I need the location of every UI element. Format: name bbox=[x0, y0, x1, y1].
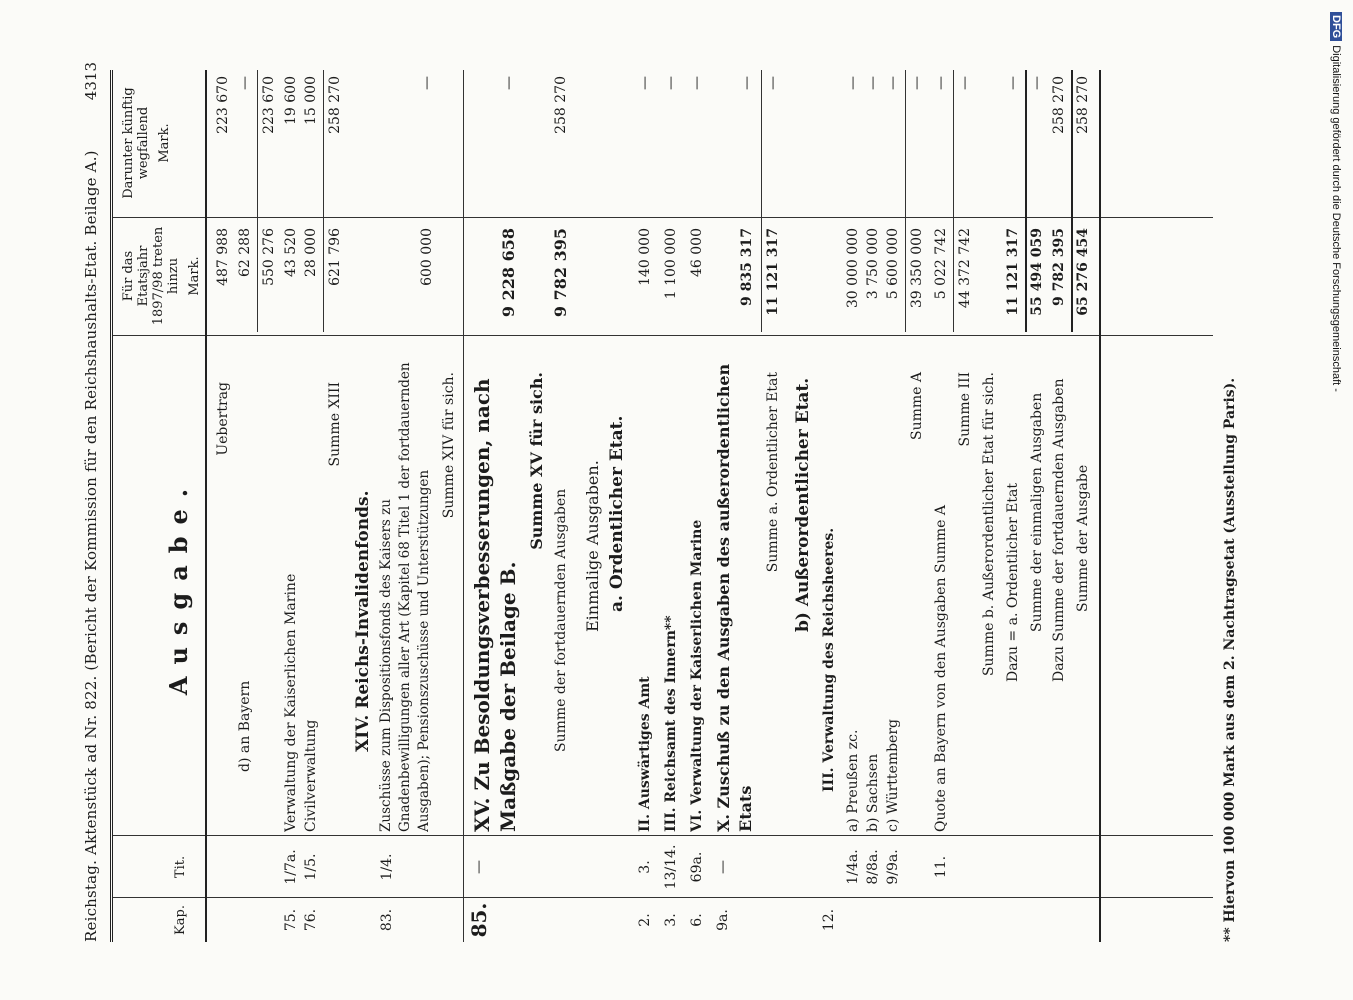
row-amount: 43 520 bbox=[283, 228, 299, 277]
row-desc: XV. Zu Besoldungsverbesserungen, nach Maßgabe der Beilage B. bbox=[470, 378, 520, 832]
table-row bbox=[1003, 70, 1023, 942]
row-desc: Zuschüsse zum Dispositionsfonds des Kaisers zu Gnadenbewilligungen aller Art (Kapitel 68 Titel 1 der fortdauernden Ausgaben); Pensionszuschüsse und Unterstützungen bbox=[378, 362, 432, 832]
table-bottom-rule bbox=[1099, 70, 1101, 942]
row-desc: b) Sachsen bbox=[865, 753, 881, 832]
row-desc: Uebertrag bbox=[215, 382, 231, 456]
row-tit: — bbox=[471, 860, 487, 874]
row-amount: 44 372 742 bbox=[957, 228, 973, 309]
row-amount: 30 000 000 bbox=[845, 228, 861, 309]
table-row bbox=[325, 70, 345, 942]
row-desc: c) Württemberg bbox=[885, 719, 901, 832]
section-heading: Einmalige Ausgaben. bbox=[583, 460, 602, 632]
row-amount: 65 276 454 bbox=[1075, 228, 1091, 316]
table-row bbox=[931, 70, 951, 942]
row-amount: 5 600 000 bbox=[885, 228, 901, 300]
row-desc: d) an Bayern bbox=[237, 680, 253, 772]
table-row bbox=[687, 70, 707, 942]
row-kap: 9a. bbox=[715, 909, 731, 931]
col-head-kap: Kap. bbox=[173, 905, 188, 935]
row-darunter: 258 270 bbox=[1075, 76, 1091, 134]
row-desc: Summe XIV für sich. bbox=[441, 372, 457, 519]
row-darunter: — bbox=[957, 76, 973, 90]
table-row bbox=[635, 70, 655, 942]
document-page bbox=[80, 62, 1250, 942]
dfg-logo: DFG bbox=[1330, 12, 1342, 41]
row-amount: 9 782 395 bbox=[1051, 228, 1067, 306]
row-darunter: — bbox=[1005, 76, 1021, 90]
row-amount: 5 022 742 bbox=[933, 228, 949, 300]
section-rule bbox=[463, 70, 464, 942]
page-number: 4313 bbox=[82, 62, 100, 101]
row-kap: 76. bbox=[303, 908, 319, 932]
row-amount: 9 835 317 bbox=[739, 228, 755, 306]
row-amount: 9 228 658 bbox=[499, 228, 518, 318]
row-tit: — bbox=[715, 860, 731, 874]
row-darunter: — bbox=[689, 76, 705, 90]
row-amount: 140 000 bbox=[637, 228, 653, 286]
row-desc: VI. Verwaltung der Kaiserlichen Marine bbox=[689, 519, 705, 832]
row-darunter: — bbox=[933, 76, 949, 90]
subtotal-rule bbox=[905, 70, 906, 332]
row-tit: 13/14. bbox=[663, 844, 679, 890]
row-amount: 11 121 317 bbox=[1005, 228, 1021, 316]
row-kap: 3. bbox=[663, 913, 679, 927]
header-title: Reichstag. Aktenstück ad Nr. 822. (Bericht der Kommission für den Reichshaushalts-Etat. Beilage A.) bbox=[82, 150, 100, 942]
subtotal-rule bbox=[761, 70, 762, 332]
row-darunter: — bbox=[637, 76, 653, 90]
row-darunter: — bbox=[909, 76, 925, 90]
page-header bbox=[80, 62, 104, 942]
table-row bbox=[469, 70, 525, 942]
table-row bbox=[1073, 70, 1093, 942]
table-row bbox=[883, 70, 903, 942]
table-row bbox=[661, 70, 681, 942]
row-darunter: — bbox=[501, 76, 517, 90]
row-kap: 12. bbox=[821, 908, 837, 932]
table-row bbox=[793, 70, 813, 942]
credit-text: Digitalisierung gefördert durch die Deutsche Forschungsgemeinschaft - bbox=[1330, 45, 1342, 392]
row-desc: Summe XV für sich. bbox=[527, 372, 546, 550]
row-darunter: 258 270 bbox=[1051, 76, 1067, 134]
row-amount: 55 494 059 bbox=[1029, 228, 1045, 316]
row-darunter: — bbox=[865, 76, 881, 90]
section-heading: b) Außerordentlicher Etat. bbox=[793, 377, 813, 632]
section-heading: a. Ordentlicher Etat. bbox=[607, 415, 627, 612]
row-kap: 2. bbox=[637, 913, 653, 927]
row-amount: 39 350 000 bbox=[909, 228, 925, 309]
row-kap: 75. bbox=[283, 908, 299, 932]
col-head-amount bbox=[121, 220, 202, 332]
table-row bbox=[763, 70, 783, 942]
row-tit: 3. bbox=[637, 860, 653, 874]
table-row bbox=[281, 70, 301, 942]
row-desc: Quote an Bayern von den Ausgaben Summe A bbox=[933, 505, 949, 832]
row-desc: Civilverwaltung bbox=[303, 719, 319, 832]
table-row bbox=[955, 70, 975, 942]
row-amount: 621 796 bbox=[327, 228, 343, 286]
digitization-credit bbox=[1330, 12, 1342, 392]
row-darunter: — bbox=[663, 76, 679, 90]
row-darunter: 223 670 bbox=[261, 76, 277, 134]
table-row bbox=[527, 70, 547, 942]
table-row bbox=[979, 70, 999, 942]
table-row bbox=[377, 70, 437, 942]
row-desc: Summe b. Außerordentlicher Etat für sich. bbox=[981, 372, 997, 677]
row-desc: II. Auswärtiges Amt bbox=[637, 676, 653, 832]
table-row bbox=[301, 70, 321, 942]
row-desc: Dazu Summe der fortdauernden Ausgaben bbox=[1051, 378, 1067, 682]
table-row bbox=[583, 70, 603, 942]
row-tit: 9/9a. bbox=[885, 849, 901, 885]
row-darunter: — bbox=[419, 76, 435, 90]
table-row bbox=[607, 70, 627, 942]
row-desc: III. Verwaltung des Reichsheeres. bbox=[821, 527, 837, 792]
table-row bbox=[1049, 70, 1069, 942]
row-darunter: — bbox=[1029, 76, 1045, 90]
col-head-amount-unit: Mark. bbox=[187, 256, 202, 296]
row-desc: Summe III bbox=[957, 372, 973, 447]
row-tit: 1/7a. bbox=[283, 849, 299, 885]
row-darunter: — bbox=[845, 76, 861, 90]
row-amount: 550 276 bbox=[261, 228, 277, 286]
row-amount: 487 988 bbox=[215, 228, 231, 286]
row-tit: 69a. bbox=[689, 851, 705, 883]
row-darunter: — bbox=[237, 76, 253, 90]
row-amount: 600 000 bbox=[419, 228, 435, 286]
col-head-darunter-text: Darunter künftig wegfallend bbox=[121, 87, 151, 199]
header-rule bbox=[205, 70, 207, 942]
row-tit: 8/8a. bbox=[865, 849, 881, 885]
row-desc: III. Reichsamt des Innern** bbox=[663, 615, 679, 832]
row-darunter: 258 270 bbox=[553, 76, 569, 134]
table-row bbox=[353, 70, 373, 942]
col-head-amount-text: Für das Etatsjahr 1897/98 treten hinzu bbox=[121, 226, 181, 326]
footnote: ** Hiervon 100 000 Mark aus dem 2. Nachtragsetat (Ausstellung Paris). bbox=[1222, 377, 1238, 942]
table-row bbox=[819, 70, 839, 942]
row-desc: Verwaltung der Kaiserlichen Marine bbox=[283, 573, 299, 832]
table-row bbox=[907, 70, 927, 942]
table-row bbox=[843, 70, 863, 942]
row-darunter: 15 000 bbox=[303, 76, 319, 125]
row-amount: 9 782 395 bbox=[551, 228, 570, 318]
row-desc: Summe A bbox=[909, 372, 925, 441]
row-amount: 1 100 000 bbox=[663, 228, 679, 300]
row-darunter: — bbox=[765, 76, 781, 90]
row-darunter: — bbox=[739, 76, 755, 90]
row-desc: Summe a. Ordentlicher Etat bbox=[765, 372, 781, 573]
row-desc: X. Zuschuß zu den Ausgaben des außerordentlichen Etats bbox=[714, 363, 755, 832]
row-darunter: — bbox=[885, 76, 901, 90]
row-amount: 3 750 000 bbox=[865, 228, 881, 300]
table-row bbox=[235, 70, 255, 942]
row-desc: a) Preußen zc. bbox=[845, 729, 861, 832]
row-amount: 11 121 317 bbox=[765, 228, 781, 316]
row-kap: 6. bbox=[689, 913, 705, 927]
row-darunter: 258 270 bbox=[327, 76, 343, 134]
table-row bbox=[551, 70, 571, 942]
row-desc: Summe der fortdauernden Ausgaben bbox=[553, 488, 569, 752]
subtotal-rule bbox=[257, 70, 258, 332]
subtotal-rule bbox=[323, 70, 324, 332]
row-tit: 11. bbox=[933, 855, 949, 879]
col-head-ausgabe: Ausgabe. bbox=[164, 476, 193, 696]
row-tit: 1/5. bbox=[303, 853, 319, 881]
row-desc: Summe der einmaligen Ausgaben bbox=[1029, 392, 1045, 632]
row-kap: 85. bbox=[467, 902, 491, 938]
table-row bbox=[713, 70, 761, 942]
subtotal-rule bbox=[953, 70, 954, 332]
row-desc: Summe XIII bbox=[327, 382, 343, 467]
row-amount: 62 288 bbox=[237, 228, 253, 277]
table-row bbox=[1027, 70, 1047, 942]
table-row bbox=[259, 70, 279, 942]
row-amount: 46 000 bbox=[689, 228, 705, 277]
row-darunter: 223 670 bbox=[215, 76, 231, 134]
row-amount: 28 000 bbox=[303, 228, 319, 277]
col-head-darunter-unit: Mark. bbox=[157, 123, 172, 163]
row-desc: Dazu = a. Ordentlicher Etat bbox=[1005, 483, 1021, 682]
row-desc: Summe der Ausgabe bbox=[1075, 464, 1091, 612]
table-row bbox=[863, 70, 883, 942]
budget-table bbox=[110, 70, 1213, 942]
col-head-tit: Tit. bbox=[173, 855, 188, 879]
row-kap: 83. bbox=[379, 908, 395, 932]
col-head-darunter bbox=[121, 70, 172, 216]
section-heading: XIV. Reichs-Invalidenfonds. bbox=[353, 490, 373, 752]
row-darunter: 19 600 bbox=[283, 76, 299, 125]
table-row bbox=[213, 70, 233, 942]
table-row bbox=[439, 70, 459, 942]
row-tit: 1/4. bbox=[379, 853, 395, 881]
row-tit: 1/4a. bbox=[845, 849, 861, 885]
